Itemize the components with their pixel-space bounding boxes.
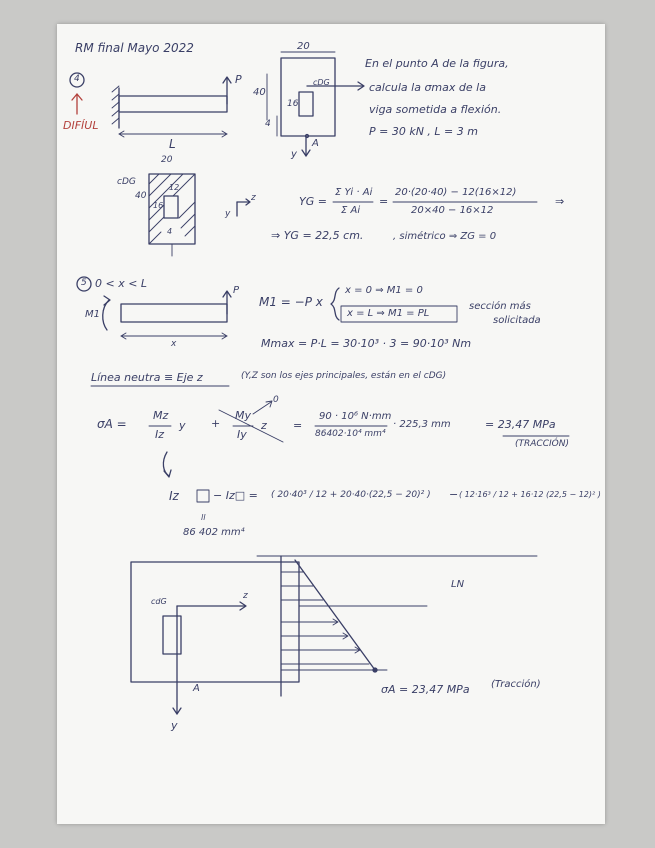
problem-4-number: 4 xyxy=(74,74,80,84)
beam-section-cut xyxy=(121,304,227,322)
iz-square-glyph xyxy=(197,490,209,502)
moment-case-1: x = 0 ⇒ M1 = 0 xyxy=(345,285,423,296)
yg-den-values: 20×40 − 16×12 xyxy=(411,205,494,216)
max-moment: Mmax = P·L = 30·10³ · 3 = 90·10³ Nm xyxy=(261,337,472,350)
section-outline xyxy=(281,58,335,136)
exam-sheet xyxy=(57,24,605,824)
yg-equals: = xyxy=(379,195,389,208)
statement-line-3: viga sometida a flexión. xyxy=(369,103,502,116)
moment-case-2: x = L ⇒ M1 = PL xyxy=(347,308,430,319)
beam-length-label: L xyxy=(169,137,176,151)
sigma-iy: Iy xyxy=(237,428,247,441)
sigma-numerator: 90 · 10⁶ N·mm xyxy=(319,411,392,422)
sigma-zero: 0 xyxy=(273,395,279,405)
sheet-title: RM final Mayo 2022 xyxy=(75,41,194,55)
sigma-mz: Mz xyxy=(153,409,169,422)
principal-axes-note: (Y,Z son los ejes principales, están en el cDG) xyxy=(241,371,447,381)
sigma-traction-tag: (TRACCIÓN) xyxy=(515,439,569,449)
cases-brace xyxy=(331,288,339,320)
small-section-offset: 4 xyxy=(167,227,173,236)
inertia-minus: − Iz□ = xyxy=(213,489,258,502)
diagram-traction-tag: (Tracción) xyxy=(491,679,541,690)
small-section-inner-h: 16 xyxy=(153,201,164,210)
yg-continue-arrow: ⇒ xyxy=(555,195,565,208)
inertia-value: 86 402 mm⁴ xyxy=(183,527,245,538)
diagram-z: z xyxy=(243,591,248,601)
bottom-section-hollow xyxy=(163,616,181,654)
sigma-my: My xyxy=(235,409,252,422)
problem-5-number: 5 xyxy=(81,278,87,288)
section-hollow xyxy=(299,92,313,116)
section-point-a: A xyxy=(312,138,319,149)
diagram-y: y xyxy=(171,719,178,732)
mini-axis-y: y xyxy=(225,209,231,219)
sigma-z: z xyxy=(261,419,267,432)
yg-result: ⇒ YG = 22,5 cm. xyxy=(271,229,364,242)
critical-section-note-1: sección más xyxy=(469,301,531,312)
beam-load-label: P xyxy=(235,73,242,86)
part5-x-mark: x xyxy=(171,339,177,349)
sigma-plus: + xyxy=(211,417,221,430)
section-height: 40 xyxy=(253,87,266,98)
section-cdg: cDG xyxy=(313,78,330,87)
stress-distribution-line xyxy=(295,560,375,670)
statement-line-1: En el punto A de la figura, xyxy=(365,57,509,70)
yg-symmetry: , simétrico ⇒ ZG = 0 xyxy=(393,231,497,242)
section-inner-height: 16 xyxy=(287,99,299,109)
yg-label: YG = xyxy=(299,195,327,208)
sigma-y: y xyxy=(179,419,186,432)
sigma-distance: · 225,3 mm xyxy=(393,419,451,430)
part5-load: P xyxy=(233,285,240,296)
section-axis-y: y xyxy=(291,149,297,160)
beam-body xyxy=(119,96,227,112)
inertia-term-2: ( 12·16³ / 12 + 16·12 (22,5 − 12)² ) xyxy=(459,490,601,499)
diagram-result: σA = 23,47 MPa xyxy=(381,683,470,696)
small-section-inner-w: 12 xyxy=(169,183,180,192)
inertia-iz: Iz xyxy=(169,489,179,503)
critical-section-note-2: solicitada xyxy=(493,315,541,326)
inertia-minus-2: − xyxy=(449,488,459,501)
moment-equation: M1 = −P x xyxy=(259,295,323,309)
diagram-ln: LN xyxy=(451,579,465,590)
small-section-cdg: cDG xyxy=(117,177,136,187)
diagram-point-a: A xyxy=(193,683,200,694)
sigma-equals: = xyxy=(293,419,303,432)
bottom-section xyxy=(131,562,299,682)
iz-pointer xyxy=(163,452,169,476)
section-width: 20 xyxy=(297,41,310,52)
neutral-line-statement: Línea neutra ≡ Eje z xyxy=(91,371,203,384)
statement-line-2: calcula la σmax de la xyxy=(369,81,486,94)
yg-denominator: Σ Ai xyxy=(341,205,361,216)
small-section-height: 40 xyxy=(135,191,147,201)
statement-line-4: P = 30 kN , L = 3 m xyxy=(369,125,478,138)
sigma-result: = 23,47 MPa xyxy=(485,418,556,431)
sigma-denominator: 86402·10⁴ mm⁴ xyxy=(315,429,386,439)
mini-axis-z: z xyxy=(251,193,256,203)
difficulty-label: DIFÍUL xyxy=(63,119,99,132)
sigma-a-label: σA = xyxy=(97,417,127,431)
point-a-marker xyxy=(373,668,377,672)
sigma-iz: Iz xyxy=(155,428,165,441)
yg-num-values: 20·(20·40) − 12(16×12) xyxy=(395,187,517,198)
part5-moment-label: M1 xyxy=(85,309,100,320)
inertia-term-1: ( 20·40³ / 12 + 20·40·(22,5 − 20)² ) xyxy=(271,490,431,500)
diagram-cdg: cdG xyxy=(151,597,167,606)
part5-range: 0 < x < L xyxy=(95,277,148,290)
section-offset: 4 xyxy=(265,119,271,129)
inertia-equal-marks: ll xyxy=(201,513,206,522)
yg-numerator: Σ Yi · Ai xyxy=(335,187,373,198)
small-section-hollow xyxy=(164,196,178,218)
small-section-width: 20 xyxy=(161,155,173,165)
